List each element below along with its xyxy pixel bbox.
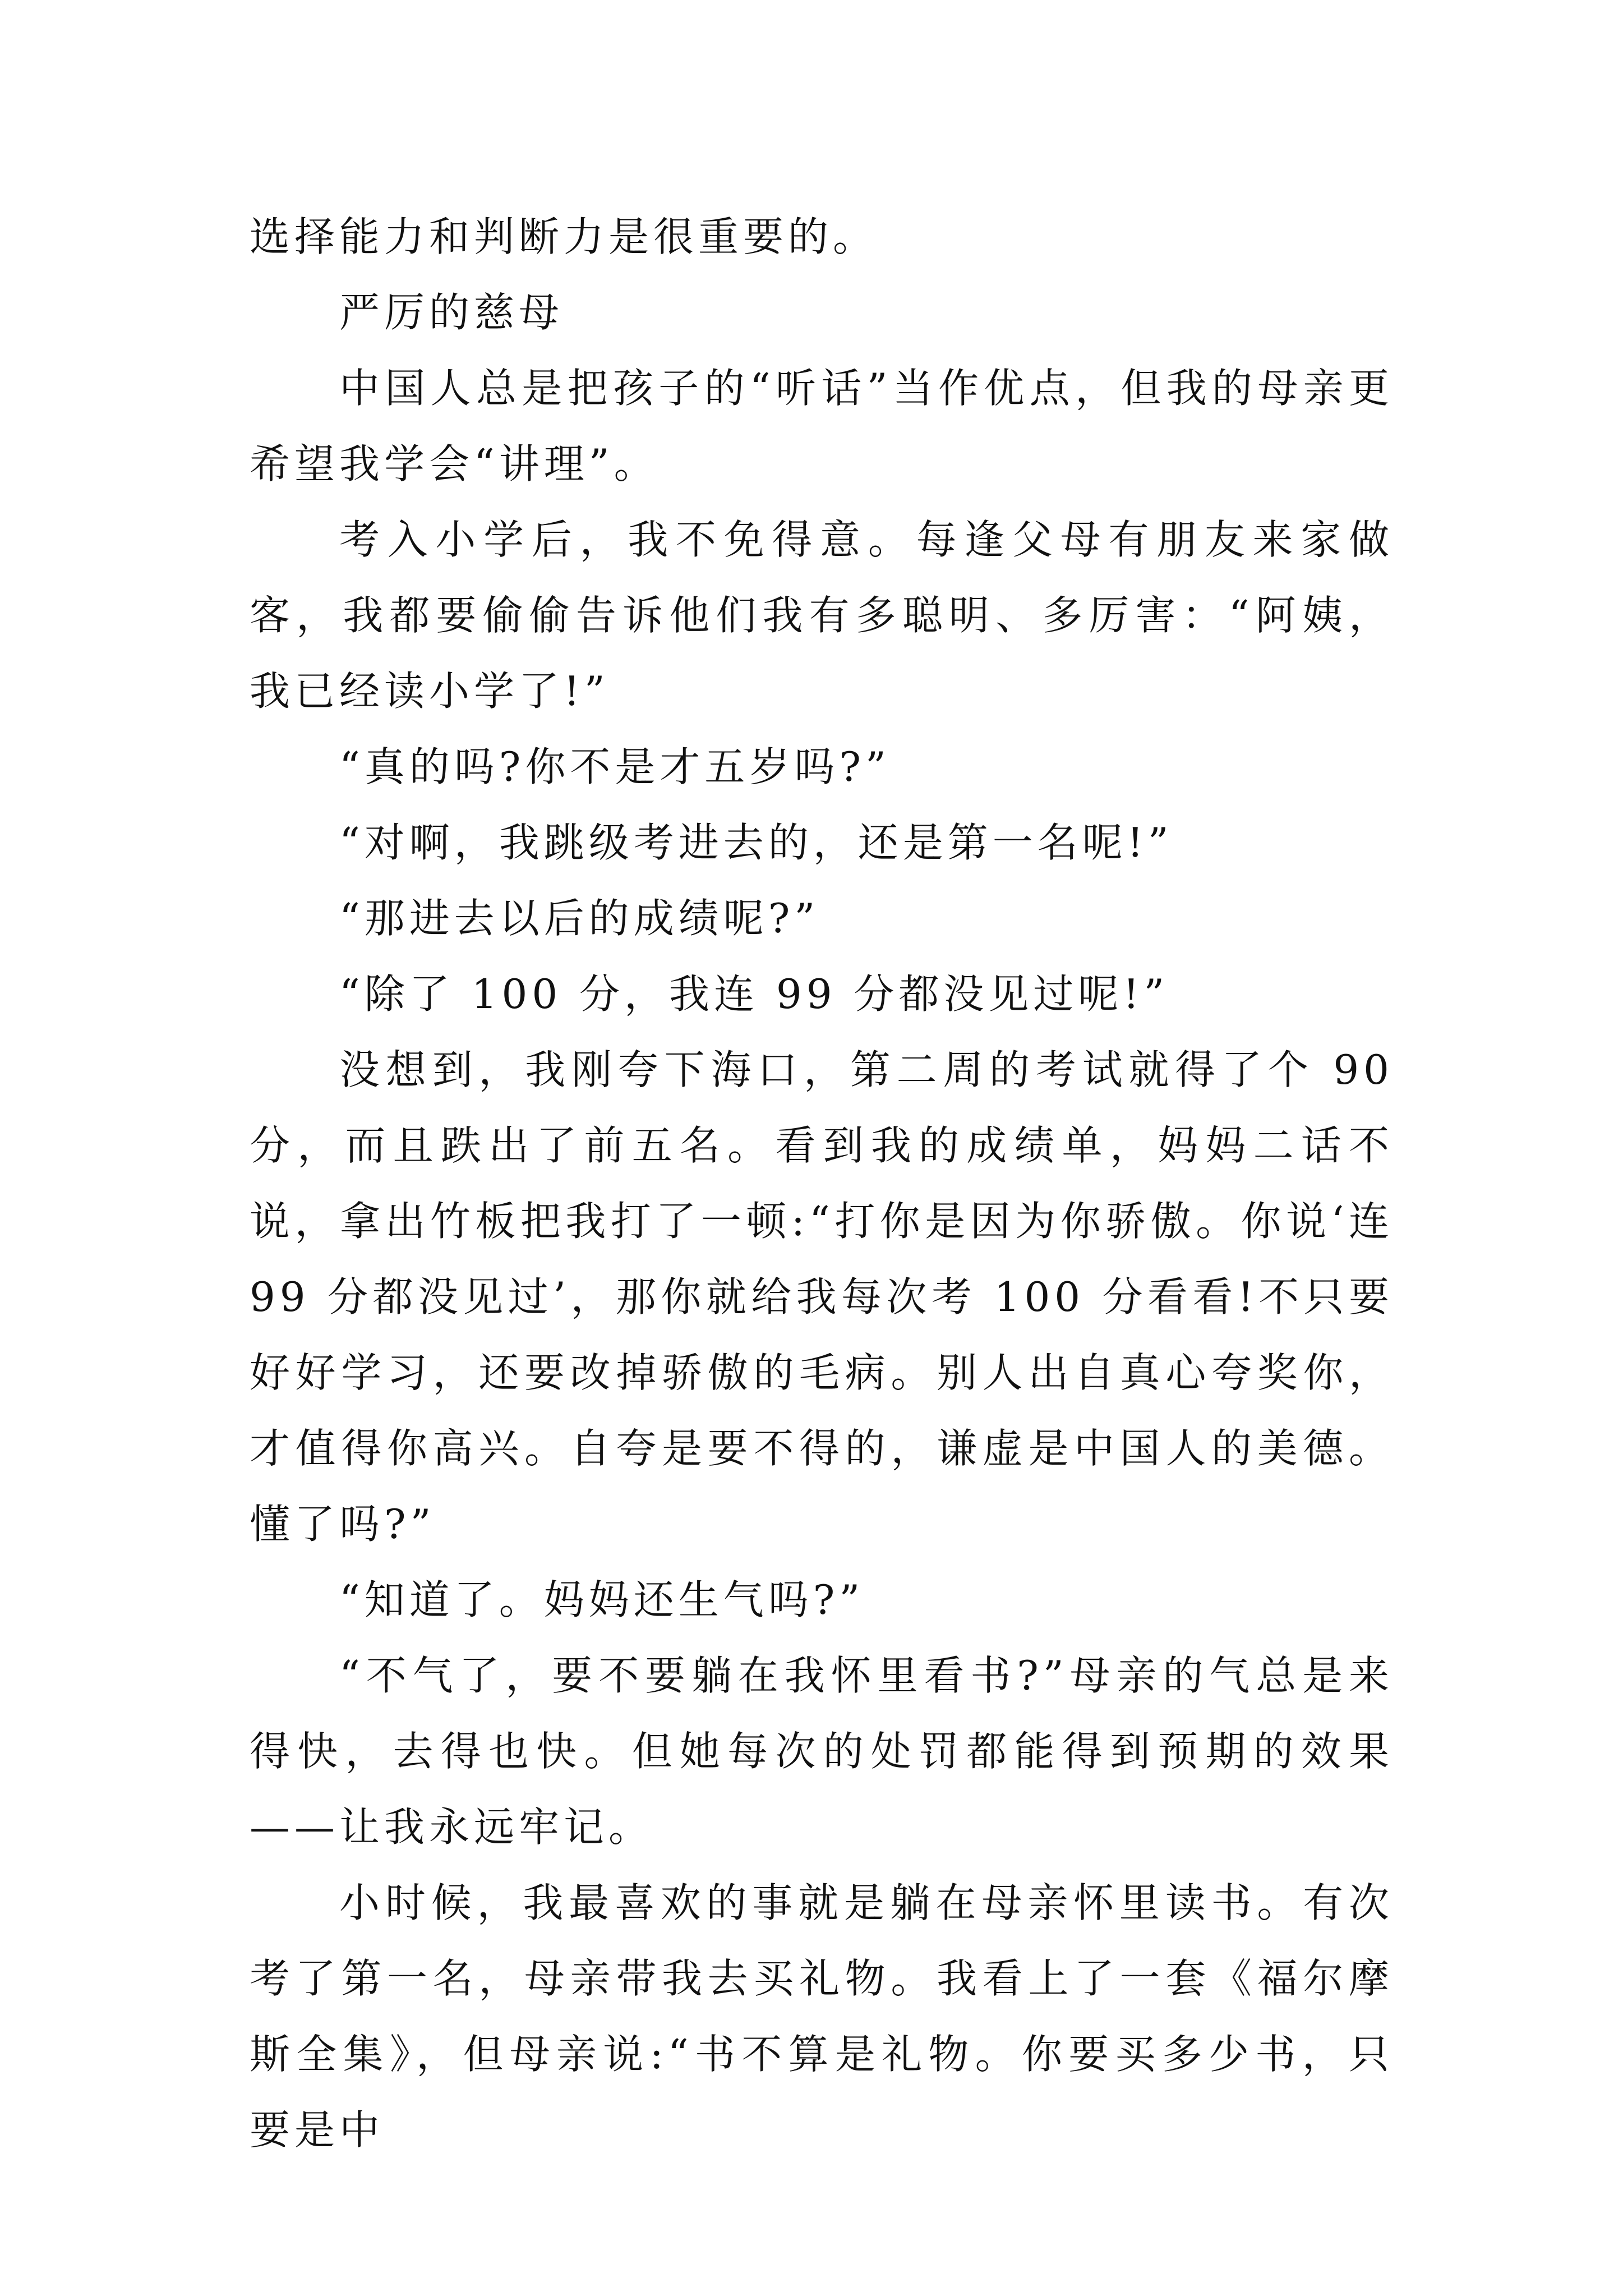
section-heading: 严厉的慈母 (339, 289, 564, 336)
dialogue-line: “对啊，我跳级考进去的，还是第一名呢!” (339, 819, 1173, 866)
paragraph: 小时候，我最喜欢的事就是躺在母亲怀里读书。有次考了第一名，母亲带我去买礼物。我看上了一套《福尔摩斯全集》，但母亲说:“书不算是礼物。你要买多少书，只要是中 (250, 1879, 1394, 2154)
paragraph: 中国人总是把孩子的“听话”当作优点，但我的母亲更希望我学会“讲理”。 (250, 365, 1394, 487)
dialogue-line: “除了 100 分，我连 99 分都没见过呢!” (339, 970, 1169, 1018)
dialogue-line: “真的吗?你不是才五岁吗?” (339, 743, 891, 790)
paragraph-continuation: 选择能力和判断力是很重要的。 (250, 213, 878, 260)
dialogue-line: “那进去以后的成绩呢?” (339, 895, 820, 942)
paragraph: 没想到，我刚夸下海口，第二周的考试就得了个 90 分，而且跌出了前五名。看到我的成绩单，妈妈二话不说，拿出竹板把我打了一顿:“打你是因为你骄傲。你说‘连 99 分都没见过’，那你就给我每次考 100 分看看!不只要好好学习，还要改掉骄傲的毛病。别人出自真心夸奖你，才值得你高兴。自夸是要不得的，谦虚是中国人的美德。懂了吗?” (250, 1046, 1394, 1548)
paragraph: “不气了，要不要躺在我怀里看书?”母亲的气总是来得快，去得也快。但她每次的处罚都能得到预期的效果——让我永远牢记。 (250, 1652, 1394, 1851)
paragraph: 考入小学后，我不免得意。每逢父母有朋友来家做客，我都要偷偷告诉他们我有多聪明、多厉害：“阿姨，我已经读小学了!” (250, 516, 1394, 715)
dialogue-line: “知道了。妈妈还生气吗?” (339, 1576, 865, 1623)
document-body (250, 199, 1394, 2168)
